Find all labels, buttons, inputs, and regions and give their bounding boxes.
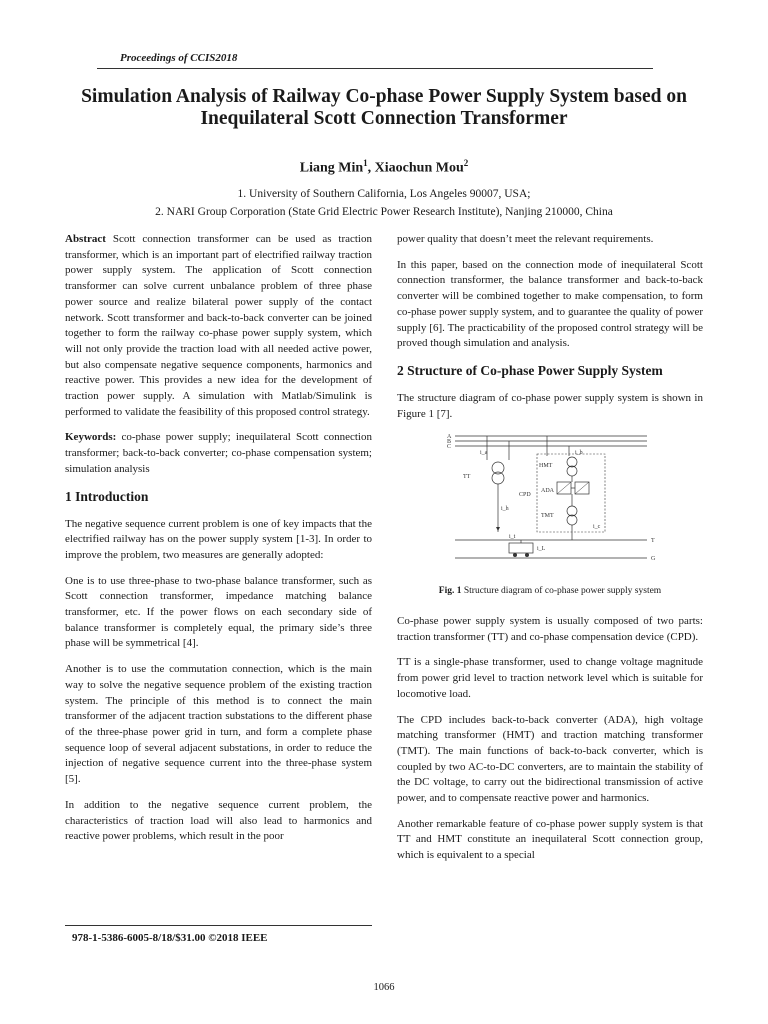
- current-label: i_c: [593, 524, 601, 531]
- arrow-icon: [496, 527, 500, 531]
- paragraph: One is to use three-phase to two-phase balance transformer, such as Scott connection transformer, impedance matching balance transformer, etc. If the power flows on each secondary side of balance transformer is completely equal, the primary side’s three phase will be symmetrical [4].: [65, 574, 372, 650]
- author-separator: ,: [367, 160, 375, 176]
- current-label: i_b: [575, 450, 583, 457]
- section-heading: 1 Introduction: [65, 488, 149, 504]
- wheel-icon: [513, 553, 517, 557]
- page-number: 1066: [373, 982, 395, 993]
- affiliation: 2. NARI Group Corporation (State Grid Electric Power Research Institute), Nanjing 210000, China: [155, 206, 613, 218]
- current-label: i_a: [480, 450, 488, 457]
- paragraph: Another is to use the commutation connection, which is the main way to solve the negative sequence problem of the existing traction system. The principle of this method is to connect the main transformer of the adjacent traction substations to the different phase of the three-phase power grid in turn, and form a complete phase sequence loop of several adjacent substations, in order to reduce the injection of negative sequence current into the three-phase system [5].: [65, 663, 372, 786]
- paragraph: Co-phase power supply system is usually composed of two parts: traction transformer (TT) and co-phase compensation device (CPD).: [397, 615, 703, 643]
- section-heading: 2 Structure of Co-phase Power Supply System: [397, 362, 663, 378]
- author-name: Liang Min: [299, 160, 364, 176]
- tt-label: TT: [463, 474, 471, 481]
- converter-symbol: [557, 482, 571, 494]
- converter-symbol: [575, 482, 589, 494]
- tmt-winding: [567, 506, 577, 516]
- bus-label-b: B: [447, 439, 452, 446]
- paragraph: In addition to the negative sequence current problem, the characteristics of traction load will also lead to harmonics and reactive power problems, which result in the poor: [65, 798, 372, 843]
- footer-rule: [65, 925, 372, 926]
- paper-title: Simulation Analysis of Railway Co-phase Power Supply System based on Inequilateral Scott Connection Transformer: [81, 86, 687, 129]
- current-label: i_t: [509, 534, 516, 541]
- cpd-label: CPD: [519, 492, 531, 499]
- author-affiliation-mark: 1: [363, 158, 368, 168]
- figure-caption: [397, 584, 703, 600]
- affiliation: 1. University of Southern California, Los Angeles 90007, USA;: [237, 188, 531, 200]
- author-affiliation-mark: 2: [463, 158, 469, 168]
- figure-caption-text: Structure diagram of co-phase power supply system: [461, 586, 662, 597]
- figure-caption-label: Fig. 1: [438, 586, 462, 597]
- keywords: [65, 430, 372, 477]
- catenary-label: T: [651, 538, 655, 545]
- figure-1: [397, 432, 703, 600]
- left-column: [65, 232, 372, 855]
- hmt-winding: [567, 466, 577, 476]
- tmt-label: TMT: [541, 513, 554, 520]
- author-name: Xiaochun Mou: [374, 160, 464, 176]
- paragraph: Another remarkable feature of co-phase power supply system is that TT and HMT constitute an inequilateral Scott connection group, which is equivalent to a special: [397, 817, 703, 862]
- structure-diagram: [397, 432, 703, 580]
- right-column: [397, 232, 703, 874]
- bus-label-c: C: [447, 444, 452, 451]
- rail-label: G: [651, 556, 656, 563]
- abstract: [65, 232, 372, 420]
- copyright-notice: 978-1-5386-6005-8/18/$31.00 ©2018 IEEE: [72, 932, 268, 944]
- ada-label: ADA: [541, 488, 554, 495]
- keywords-label: Keywords:: [65, 431, 117, 444]
- paragraph: TT is a single-phase transformer, used to change voltage magnitude from power grid level to traction network level which is suitable for locomotive load.: [397, 656, 703, 700]
- locomotive-icon: [509, 543, 533, 553]
- header-rule: [97, 68, 653, 69]
- abstract-text: Scott connection transformer can be used as traction transformer, which is an important part of electrified railway traction power supply system. The application of Scott connection transformer can solve current unbalance problem of three phase power source and realize bilateral power supply of the contact network. Scott transformer and back-to-back converter can be joined together to form the railway co-phase power supply system, which will not only provide the traction load with all needed active power, but also compensate negative sequence components, harmonics and reactive power. This provides a new idea for the development of traction power supply. A simulation with Matlab/Simulink is performed to validate the feasibility of this proposed control strategy.: [65, 233, 372, 418]
- abstract-label: Abstract: [65, 233, 106, 245]
- current-label: i_L: [537, 546, 546, 553]
- running-header: Proceedings of CCIS2018: [120, 52, 238, 64]
- keywords-text: co-phase power supply; inequilateral Scott connection transformer; back-to-back converter; co-phase compensation system; simulation analysis: [65, 431, 372, 475]
- paragraph: power quality that doesn’t meet the relevant requirements.: [397, 233, 654, 245]
- hmt-label: HMT: [539, 463, 553, 470]
- tmt-winding: [567, 515, 577, 525]
- wheel-icon: [525, 553, 529, 557]
- paragraph: The negative sequence current problem is one of key impacts that the electrified railway has on the power supply system [1-3]. In order to improve the problem, two measures are generally adopted:: [65, 517, 372, 561]
- author-list: [0, 158, 768, 177]
- paragraph: In this paper, based on the connection mode of inequilateral Scott connection transformer, the balance transformer and back-to-back converter will be combined together to make compensation, to form co-phase power supply system, and to guarantee the quality of power supply [6]. The practicability of the proposed control strategy will be proved though simulation and analysis.: [397, 258, 703, 350]
- paragraph: The structure diagram of co-phase power supply system is shown in Figure 1 [7].: [397, 391, 703, 420]
- hmt-winding: [567, 457, 577, 467]
- bus-label-a: A: [447, 434, 452, 441]
- current-label: i_h: [501, 506, 509, 513]
- paragraph: The CPD includes back-to-back converter (ADA), high voltage matching transformer (HMT) and traction matching transformer (TMT). The main functions of back-to-back converter, which is coupled by two AC-to-DC converters, are to maintain the stability of the DC voltage, to carry out the bidirectional transmission of active power, and to compensate reactive power and harmonics.: [397, 713, 703, 805]
